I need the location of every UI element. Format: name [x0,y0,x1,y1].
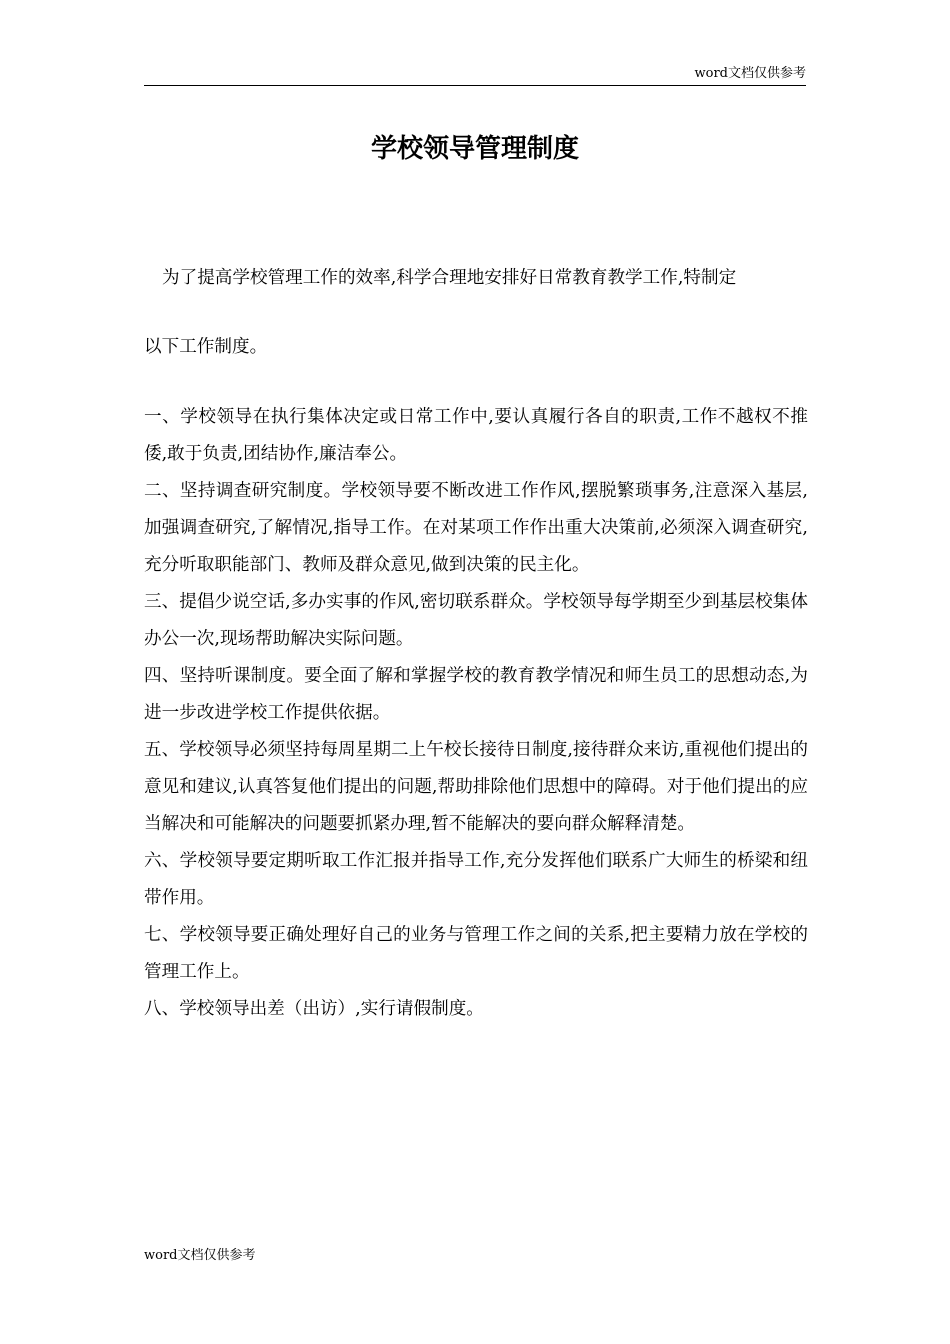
regulation-item-2: 二、坚持调查研究制度。学校领导要不断改进工作作风,摆脱繁琐事务,注意深入基层,加强调查研究,了解情况,指导工作。在对某项工作作出重大决策前,必须深入调查研究,充分听取职能部门、教师及群众意见,做到决策的民主化。 [144,481,808,575]
regulation-item-5: 五、学校领导必须坚持每周星期二上午校长接待日制度,接待群众来访,重视他们提出的意见和建议,认真答复他们提出的问题,帮助排除他们思想中的障碍。对于他们提出的应当解决和可能解决的问题要抓紧办理,暂不能解决的要向群众解释清楚。 [144,740,808,834]
regulation-item-6: 六、学校领导要定期听取工作汇报并指导工作,充分发挥他们联系广大师生的桥梁和纽带作用。 [144,851,808,908]
intro-paragraph [144,244,808,382]
page-header-text: word文档仅供参考 [694,66,806,81]
header-divider [144,85,806,86]
document-title: 学校领导管理制度 [370,134,579,164]
intro-line-1: 为了提高学校管理工作的效率,科学合理地安排好日常教育教学工作,特制定 [162,268,737,288]
regulation-item-7: 七、学校领导要正确处理好自己的业务与管理工作之间的关系,把主要精力放在学校的管理工作上。 [144,925,808,982]
regulation-item-8: 八、学校领导出差（出访）,实行请假制度。 [144,999,484,1019]
intro-line-2: 以下工作制度。 [144,337,268,357]
document-body [144,244,808,1028]
regulation-item-3: 三、提倡少说空话,多办实事的作风,密切联系群众。学校领导每学期至少到基层校集体办公一次,现场帮助解决实际问题。 [144,592,808,649]
regulation-item-1: 一、学校领导在执行集体决定或日常工作中,要认真履行各自的职责,工作不越权不推倭,敢于负责,团结协作,廉洁奉公。 [144,407,808,464]
regulation-item-4: 四、坚持听课制度。要全面了解和掌握学校的教育教学情况和师生员工的思想动态,为进一步改进学校工作提供依据。 [144,666,808,723]
page-footer-text: word文档仅供参考 [144,1248,256,1263]
